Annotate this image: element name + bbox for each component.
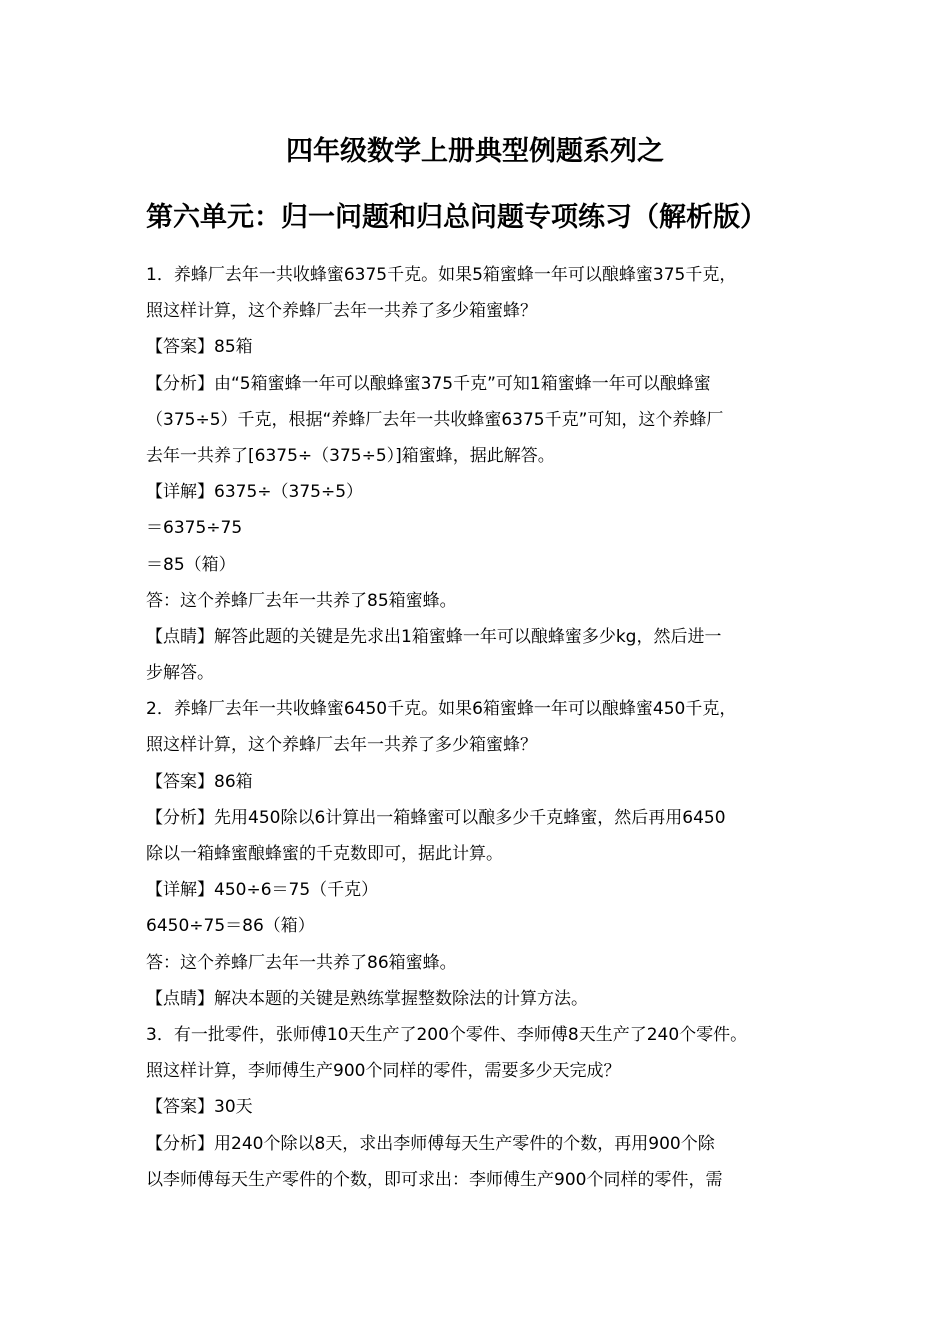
q1-question-line-1: 1．养蜂厂去年一共收蜂蜜6375千克。如果5箱蜜蜂一年可以酿蜂蜜375千克， [146,265,737,285]
q1-comment-line-1: 【点睛】解答此题的关键是先求出1箱蜜蜂一年可以酿蜂蜜多少kg，然后进一 [146,626,722,647]
q2-detail-line-1: 【详解】450÷6＝75（千克） [146,880,379,901]
q3-analysis-line-1: 【分析】用240个除以8天，求出李师傅每天生产零件的个数，再用900个除 [146,1133,715,1154]
document-body [146,257,836,1198]
q3-question-line-2: 照这样计算，李师傅生产900个同样的零件，需要多少天完成？ [146,1061,621,1082]
q1-detail-line-2: ＝6375÷75 [146,518,243,539]
q1-reply: 答：这个养蜂厂去年一共养了85箱蜜蜂。 [146,590,457,611]
q2-comment: 【点睛】解决本题的关键是熟练掌握整数除法的计算方法。 [146,988,588,1009]
q2-question-line-2: 照这样计算，这个养蜂厂去年一共养了多少箱蜜蜂？ [146,735,537,756]
q2-analysis-line-2: 除以一箱蜂蜜酿蜂蜜的千克数即可，据此计算。 [146,844,503,864]
q1-detail-line-3: ＝85（箱） [146,554,236,575]
q1-analysis-line-2: （375÷5）千克，根据“养蜂厂去年一共收蜂蜜6375千克”可知，这个养蜂厂 [146,409,724,430]
q1-analysis-line-3: 去年一共养了[6375÷（375÷5）]箱蜜蜂，据此解答。 [146,445,555,466]
q2-reply: 答：这个养蜂厂去年一共养了86箱蜜蜂。 [146,952,457,973]
document-title-series: 四年级数学上册典型例题系列之 [286,136,664,167]
q3-answer: 【答案】30天 [146,1097,253,1118]
q2-question-line-1: 2．养蜂厂去年一共收蜂蜜6450千克。如果6箱蜜蜂一年可以酿蜂蜜450千克， [146,699,737,720]
q1-detail-line-1: 【详解】6375÷（375÷5） [146,482,364,503]
q1-comment-line-2: 步解答。 [146,663,214,684]
q3-question-line-1: 3．有一批零件，张师傅10天生产了200个零件、李师傅8天生产了240个零件。 [146,1024,748,1045]
q1-analysis-line-1: 【分析】由“5箱蜜蜂一年可以酿蜂蜜375千克”可知1箱蜜蜂一年可以酿蜂蜜 [146,373,711,394]
q3-analysis-line-2: 以李师傅每天生产零件的个数，即可求出：李师傅生产900个同样的零件，需 [146,1169,723,1190]
q1-answer: 【答案】85箱 [146,337,253,358]
document-title-unit: 第六单元：归一问题和归总问题专项练习（解析版） [146,202,767,233]
q2-detail-line-2: 6450÷75＝86（箱） [146,916,315,937]
q2-answer: 【答案】86箱 [146,771,253,792]
q1-question-line-2: 照这样计算，这个养蜂厂去年一共养了多少箱蜜蜂？ [146,301,537,322]
q2-analysis-line-1: 【分析】先用450除以6计算出一箱蜂蜜可以酿多少千克蜂蜜，然后再用6450 [146,807,726,828]
